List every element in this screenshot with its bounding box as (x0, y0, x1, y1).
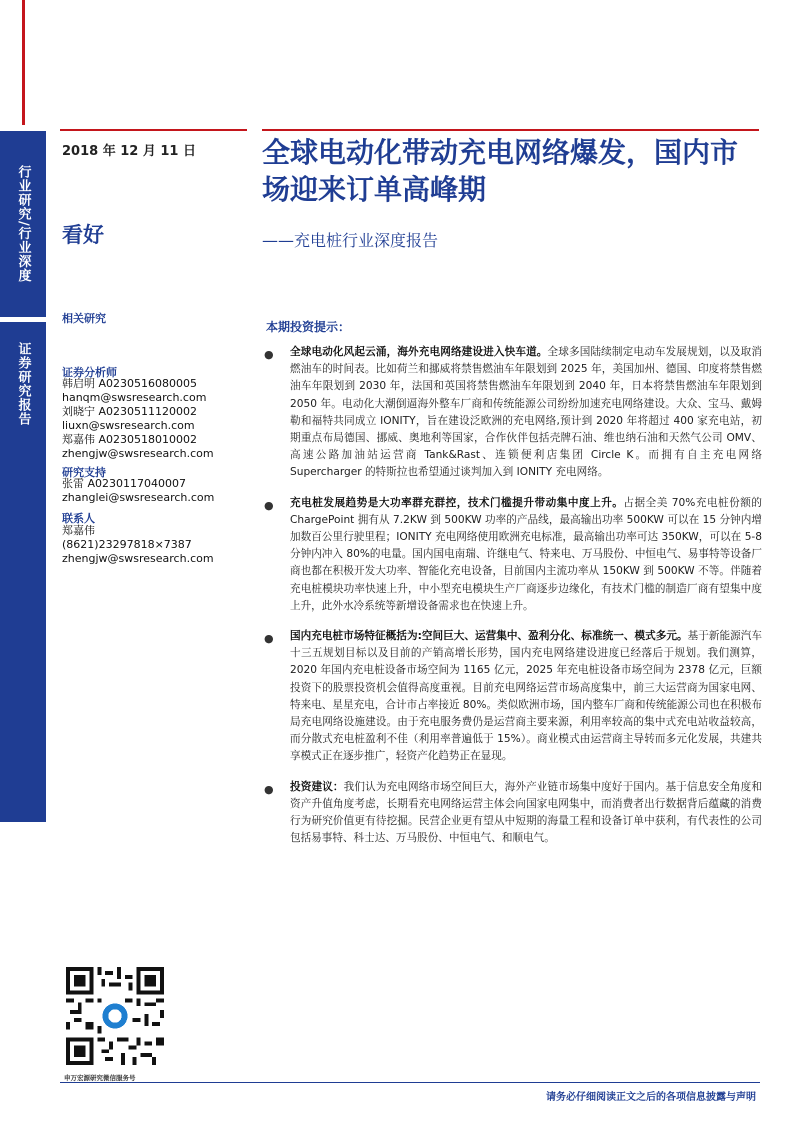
top-red-rule (22, 0, 25, 125)
qr-caption: 申万宏源研究微信服务号 (64, 1074, 136, 1082)
analyst-line: 郑嘉伟 A0230518010002 (62, 433, 198, 446)
support-label: 研究支持 (62, 466, 106, 479)
bullet-lead: 投资建议： (290, 780, 344, 793)
disclosure-note: 请务必仔细阅读正文之后的各项信息披露与声明 (546, 1092, 756, 1103)
bullet-lead: 充电桩发展趋势是大功率群充群控，技术门槛提升带动集中度上升。 (290, 496, 624, 509)
side-tab-industry-label: 行业研究/行业深度 (15, 165, 31, 283)
footer-rule (60, 1082, 760, 1083)
right-header-rule (262, 129, 759, 131)
analyst-email: zhengjw@swsresearch.com (62, 447, 214, 460)
bullet-body: 基于新能源汽车十三五规划目标以及目前的产销高增长形势，国内充电网络建设进度已经落后于规划。我们测算，2020 年国内充电桩设备市场空间为 1165 亿元，2025 年充电桩设备市场空间为 2378 亿元，巨额投资下的股票投资机会值得高度重视。目前充电网络运营市场高度集中，前三大运营商为国家电网、特来电、星星充电，合计市占率接近 80%。类似欧洲市场，国内整车厂商和传统能源公司也在积极布局充电网络设施建设。由于充电服务费仍是运营商主要来源，利用率较高的集中式充电站收益较高，而分散式充电桩盈利不佳（利用率普遍低于 15%）。商业模式由运营商主导转而多元化发展，共建共享模式正在逐步推广，轻资产化趋势正在显现。 (290, 630, 763, 763)
analysts-label: 证券分析师 (62, 366, 117, 379)
bullet-dot-icon: ● (264, 632, 274, 646)
bullet-dot-icon: ● (264, 782, 274, 796)
support-list (62, 477, 214, 505)
bullet-body: 全球多国陆续制定电动车发展规划，以及取消燃油车的时间表。比如荷兰和挪威将禁售燃油车年限划到 2025 年，美国加州、德国、印度将禁售燃油车年限划到 2030 年，法国和英国将禁售燃油车年限划到 2040 年，日本将禁售燃油车年限划到 2050 年。电动化大潮倒逼海外整车厂商和传统能源公司纷纷加速充电网络建设。大众、宝马、戴姆勒和福特共同成立 IONITY，旨在建设泛欧洲的充电网络,预计到 2020 年将超过 400 家充电站，初期重点布局德国、挪威、奥地利等国家，合作伙伴包括壳牌石油、维也纳石油和天然气公司 OMV、高速公路加油站运营商 Tank&Rast、连锁便利店集团 Circle K。而拥有自主充电网络 Supercharger 的特斯拉也希望通过谈判加入到 IONITY 充电网络。 (290, 346, 763, 479)
rating: 看好 (62, 223, 104, 247)
left-header-rule (60, 129, 247, 131)
contact-phone: (8621)23297818×7387 (62, 538, 192, 551)
support-line: 张雷 A0230117040007 (62, 477, 187, 490)
investment-bullets (262, 344, 762, 860)
side-tab-securities (0, 322, 46, 822)
contact-list (62, 524, 214, 566)
analyst-email: liuxn@swsresearch.com (62, 419, 195, 432)
investment-highlights-heading: 本期投资提示： (266, 320, 351, 334)
bullet-body: 占据全美 70%充电桩份额的 ChargePoint 拥有从 7.2KW 到 500KW 功率的产品线，最高输出功率 500KW 可以在 15 分钟内增加数百公里行驶里程；IONITY 充电网络使用欧洲充电标准，最高输出功率可达 350KW，可以在 5-8 分钟内冲入 80%的电量。国内国电南瑞、许继电气、特来电、万马股份、中恒电气、易事特等设备厂商也都在积极开发大功率、智能化充电设备，目前国内主流功率从 150KW 到 500KW 不等。伴随着充电桩模块功率快速上升，中小型充电模块生产厂商逐步边缘化，有技术门槛的制造厂商有望集中度上升，此外水冷系统等新增设备需求也在快速上升。 (290, 496, 762, 612)
bullet-item (262, 779, 762, 848)
related-research-label: 相关研究 (62, 312, 106, 325)
analyst-line: 刘晓宁 A0230511120002 (62, 405, 198, 418)
analyst-line: 韩启明 A0230516080005 (62, 377, 198, 390)
analysts-list (62, 377, 214, 461)
bullet-item (262, 628, 762, 766)
bullet-dot-icon: ● (264, 348, 274, 361)
report-title: 全球电动化带动充电网络爆发，国内市场迎来订单高峰期 (262, 136, 739, 206)
contact-email: zhengjw@swsresearch.com (62, 552, 214, 565)
bullet-item (262, 344, 762, 482)
report-date: 2018 年 12 月 11 日 (62, 144, 196, 159)
report-subtitle: ——充电桩行业深度报告 (262, 231, 439, 250)
bullet-dot-icon: ● (264, 498, 274, 512)
contact-label: 联系人 (62, 512, 95, 525)
side-tab-securities-label: 证券研究报告 (15, 342, 31, 426)
analyst-email: hanqm@swsresearch.com (62, 391, 207, 404)
side-tab-industry (0, 131, 46, 317)
bullet-item (262, 495, 762, 615)
bullet-lead: 全球电动化风起云涌，海外充电网络建设进入快车道。 (290, 346, 548, 358)
qr-code-icon[interactable] (66, 967, 164, 1065)
bullet-lead: 国内充电桩市场特征概括为:空间巨大、运营集中、盈利分化、标准统一、模式多元。 (290, 630, 688, 643)
contact-name: 郑嘉伟 (62, 524, 95, 537)
bullet-body: 我们认为充电网络市场空间巨大，海外产业链市场集中度好于国内。基于信息安全角度和资产升值角度考虑，长期看充电网络运营主体会向国家电网集中，而消费者出行数据背后蕴藏的消费行为研究价值更有待挖掘。民营企业更有望从中短期的海量工程和设备订单中获利，有代表性的公司包括易事特、科士达、万马股份、中恒电气、和顺电气。 (290, 780, 763, 845)
support-email: zhanglei@swsresearch.com (62, 491, 215, 504)
